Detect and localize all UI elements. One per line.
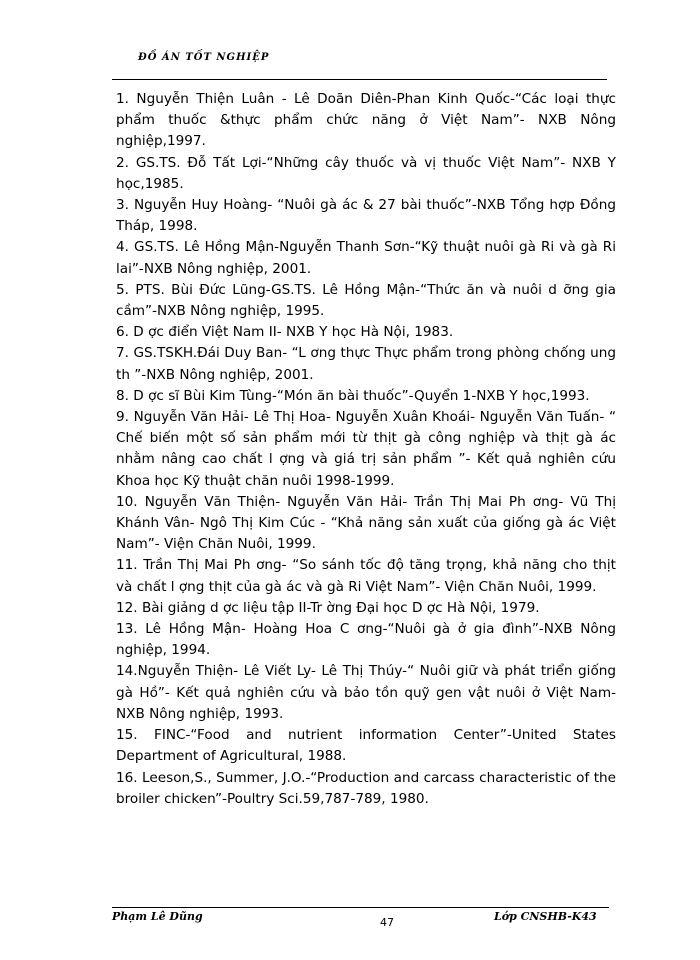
page-number: 47: [380, 916, 394, 929]
reference-item: 1. Nguyễn Thiện Luân - Lê Doãn Diên-Phan Kinh Quốc-“Các loại thực phẩm thuốc &thực phẩm chức năng ở Việt Nam”- NXB Nông nghiệp,1997.: [116, 91, 616, 150]
reference-item: 6. D ợc điển Việt Nam II- NXB Y học Hà Nội, 1983.: [116, 324, 454, 341]
reference-item: 11. Trần Thị Mai Ph ơng- “So sánh tốc độ tăng trọng, khả năng cho thịt và chất l ợng thịt của gà ác và gà Ri Việt Nam”- Viện Chăn Nuôi, 1999.: [116, 557, 616, 595]
footer-class-code: Lớp CNSHB-K43: [494, 910, 597, 923]
reference-item: 16. Leeson,S., Summer, J.O.-“Production and carcass characteristic of the broiler chicken”-Poultry Sci.59,787-789, 1980.: [116, 769, 616, 807]
reference-item: 9. Nguyễn Văn Hải- Lê Thị Hoa- Nguyễn Xuân Khoái- Nguyễn Văn Tuấn- “ Chế biến một số sản phẩm mới từ thịt gà công nghiệp và thịt gà ác nhằm nâng cao chất l ợng và giá trị sản phẩm ”- Kết quả nghiên cứu Khoa học Kỹ thuật chăn nuôi 1998-1999.: [116, 409, 616, 489]
reference-list: [116, 89, 616, 810]
reference-item: 14.Nguyễn Thiện- Lê Viết Ly- Lê Thị Thúy-“ Nuôi giữ và phát triển giống gà Hồ”- Kết quả nghiên cứu và bảo tồn quỹ gen vật nuôi ở Việt Nam- NXB Nông nghiệp, 1993.: [116, 663, 616, 722]
reference-item: 12. Bài giảng d ợc liệu tập II-Tr ờng Đại học D ợc Hà Nội, 1979.: [116, 599, 540, 616]
header-divider: [112, 79, 607, 80]
reference-item: 4. GS.TS. Lê Hồng Mận-Nguyễn Thanh Sơn-“Kỹ thuật nuôi gà Ri và gà Ri lai”-NXB Nông nghiệp, 2001.: [116, 239, 616, 277]
footer-author: Phạm Lê Dũng: [112, 910, 203, 923]
reference-item: 3. Nguyễn Huy Hoàng- “Nuôi gà ác & 27 bài thuốc”-NXB Tổng hợp Đồng Tháp, 1998.: [116, 197, 616, 235]
footer-divider: [112, 907, 609, 908]
reference-item: 7. GS.TSKH.Đái Duy Ban- “L ơng thực Thực phẩm trong phòng chống ung th ”-NXB Nông nghiệp, 2001.: [116, 345, 616, 383]
reference-item: 10. Nguyễn Văn Thiện- Nguyễn Văn Hải- Trần Thị Mai Ph ơng- Vũ Thị Khánh Vân- Ngô Thị Kim Cúc - “Khả năng sản xuất của giống gà ác Việt Nam”- Viện Chăn Nuôi, 1999.: [116, 493, 616, 553]
reference-item: 5. PTS. Bùi Đức Lũng-GS.TS. Lê Hồng Mận-“Thức ăn và nuôi d ỡng gia cầm”-NXB Nông nghiệp, 1995.: [116, 281, 616, 320]
header-title: ĐỒ ÁN TỐT NGHIỆP: [138, 52, 270, 63]
reference-item: 15. FINC-“Food and nutrient information Center”-United States Department of Agricultural, 1988.: [116, 727, 616, 765]
reference-item: 8. D ợc sĩ Bùi Kim Tùng-“Món ăn bài thuốc”-Quyển 1-NXB Y học,1993.: [116, 387, 590, 404]
reference-item: 13. Lê Hồng Mận- Hoàng Hoa C ơng-“Nuôi gà ở gia đình”-NXB Nông nghiệp, 1994.: [116, 621, 616, 659]
reference-item: 2. GS.TS. Đỗ Tất Lợi-“Những cây thuốc và vị thuốc Việt Nam”- NXB Y học,1985.: [116, 154, 616, 192]
